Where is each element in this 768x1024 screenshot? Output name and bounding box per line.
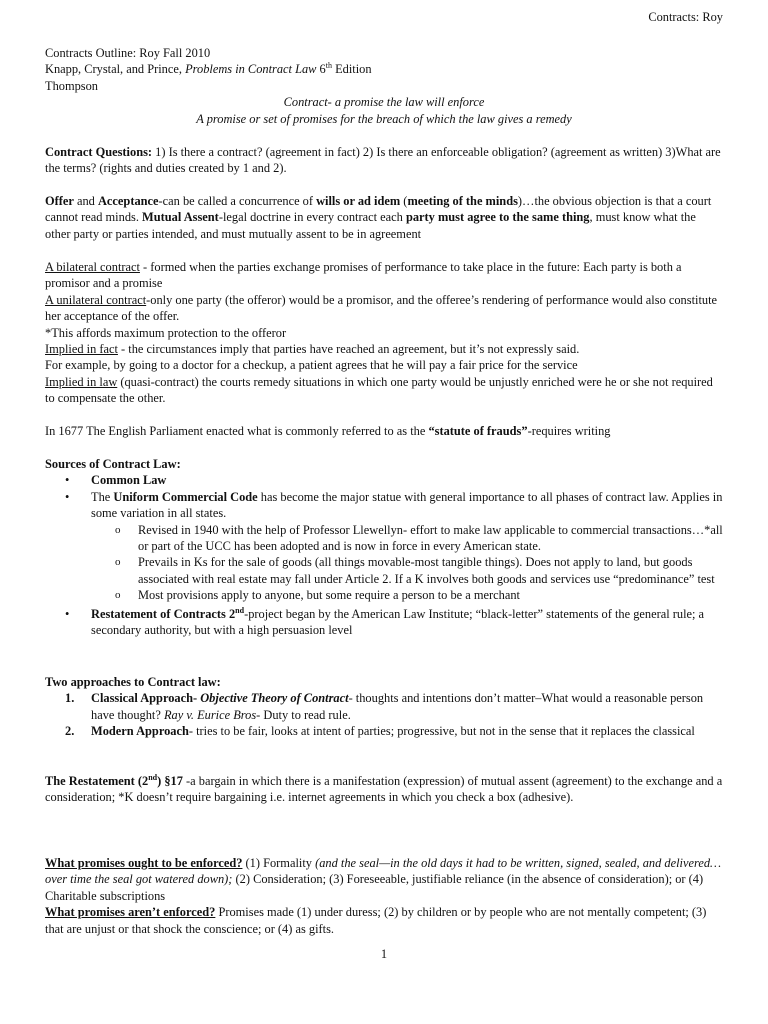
intro-block — [45, 45, 723, 127]
textbook-publisher: Thompson — [45, 78, 99, 93]
textbook-line — [45, 61, 723, 77]
contract-definition-2: A promise or set of promises for the breach of which the law gives a remedy — [196, 111, 572, 126]
unilateral-label: A unilateral contract — [45, 292, 147, 307]
ucc-text: has become the major statue with general importance to all phases of contract law. Applies in some variation in all states. — [91, 489, 723, 521]
restatement-term — [91, 607, 244, 621]
modern-term: Modern Approach — [91, 724, 189, 739]
enforced-text-2: (2) Consideration; (3) Foreseeable, justifiable reliance (in the absence of consideration); or (4) Charitable subscriptions — [45, 872, 704, 903]
classical-term: Classical Approach- — [91, 691, 198, 706]
modern-text: - tries to be fair, looks at intent of parties; progressive, but not in the sense that it replaces the classical — [188, 724, 695, 739]
implied-fact-text: - the circumstances imply that parties have reached an agreement, but it’s not expressly said. — [117, 342, 580, 357]
r17-post: ) §17 — [157, 774, 183, 788]
running-header: Contracts: Roy — [648, 10, 723, 24]
enforced-question: What promises ought to be enforced? — [45, 856, 243, 870]
edition-number: 6 — [316, 62, 326, 77]
common-law-item: Common Law — [91, 473, 167, 488]
approaches-list — [45, 690, 723, 739]
textbook-title: Problems in Contract Law — [185, 62, 317, 77]
list-number: 1. — [65, 691, 75, 706]
implied-fact-label: Implied in fact — [45, 342, 118, 357]
restatement-17-term — [45, 774, 183, 788]
not-enforced-question: What promises aren’t enforced? — [45, 905, 216, 920]
enforced-seal-note: (and the seal—in the old days it had to be written, signed, sealed, and delivered…over time the seal got watered down); — [45, 856, 722, 887]
list-item: o Revised in 1940 with the help of Professor Llewellyn- effort to make law applicable to commercial transactions…*all or part of the UCC has been adopted and is now in force in every American state. — [45, 522, 723, 555]
approaches-section — [45, 674, 723, 740]
list-item: o Most provisions apply to anyone, but some require a person to be a merchant — [45, 587, 723, 603]
edition-sup: th — [325, 61, 332, 71]
textbook-authors: Knapp, Crystal, and Prince, — [45, 62, 186, 77]
sources-section — [45, 456, 723, 638]
statute-term: “statute of frauds” — [428, 424, 528, 438]
classical-tail: - Duty to read rule. — [256, 707, 351, 722]
sources-heading: Sources of Contract Law: — [45, 457, 181, 471]
questions-label: Contract Questions: — [45, 145, 153, 159]
restatement-17-text: -a bargain in which there is a manifestation (expression) of mutual assent (agreement) to the exchange and a consideration; *K doesn’t require bargaining i.e. internet agreements in which you check a box (adhesive). — [45, 774, 723, 805]
term-mutual-assent: Mutual Assent — [142, 210, 219, 225]
unilateral-note: *This affords maximum protection to the offeror — [45, 325, 287, 340]
ucc-pre: The — [91, 489, 114, 504]
statute-suffix: -requires writing — [527, 424, 611, 438]
term-offer: Offer — [45, 194, 74, 208]
restatement-term-text: Restatement of Contracts 2 — [91, 606, 236, 621]
case-citation: Ray v. Eurice Bros — [163, 707, 257, 722]
term-meeting-minds: meeting of the minds — [407, 194, 518, 208]
list-item: o Prevails in Ks for the sale of goods (all things movable-most tangible things). Does not apply to land, but goods associated with real estate may fall under Article 2. If a K involves both goods and services use “predominance” test — [45, 554, 723, 587]
bilateral-label: A bilateral contract — [45, 260, 140, 274]
contract-types — [45, 259, 723, 407]
r17-sup: nd — [148, 772, 158, 782]
edition-label: Edition — [331, 62, 372, 77]
unilateral-text: -only one party (the offeror) would be a promisor, and the offeree’s rendering of performance would also constitute her acceptance of the offer. — [45, 292, 718, 324]
list-item — [45, 472, 723, 488]
offer-text-3: ( — [400, 194, 408, 208]
list-item — [45, 690, 723, 723]
approaches-heading: Two approaches to Contract law: — [45, 675, 221, 689]
restatement-text: -project began by the American Law Institute; “black-letter” statements of the general rule; a secondary authority, but with a high persuasion level — [91, 606, 705, 638]
offer-acceptance-paragraph — [45, 193, 723, 242]
r17-pre: The Restatement (2 — [45, 774, 149, 788]
term-ad-idem: wills or ad idem — [316, 194, 401, 208]
contract-definition-1: Contract- a promise the law will enforce — [283, 95, 485, 110]
sources-list — [45, 472, 723, 638]
objective-theory: Objective Theory of Contract — [197, 691, 349, 706]
enforcement-section — [45, 855, 723, 937]
outline-title: Contracts Outline: Roy Fall 2010 — [45, 46, 211, 60]
questions-text: 1) Is there a contract? (agreement in fact) 2) Is there an enforceable obligation? (agreement as written) 3)What are the terms? (rights and duties created by 1 and 2). — [45, 145, 721, 176]
bilateral-text: - formed when the parties exchange promises of performance to take place in the future: Each party is both a promisor and a promise — [45, 260, 682, 291]
restatement-17 — [45, 773, 723, 806]
implied-law-text: (quasi-contract) the courts remedy situations in which one party would be unjustly enriched were he or she not required to compensate the other. — [45, 374, 713, 406]
offer-text-1: and — [73, 194, 98, 208]
list-item — [45, 489, 723, 604]
list-item — [45, 606, 723, 639]
implied-fact-example: For example, by going to a doctor for a checkup, a patient agrees that he will pay a fair price for the service — [45, 358, 578, 373]
page-number: 1 — [380, 947, 388, 961]
list-number: 2. — [65, 724, 75, 739]
ucc-sublist — [91, 522, 723, 604]
statute-prefix: In 1677 The English Parliament enacted what is commonly referred to as the — [45, 424, 429, 438]
offer-text-4: )…the obvious objection is that a court cannot read minds. — [45, 194, 712, 225]
contract-questions — [45, 144, 723, 177]
offer-text-5: -legal doctrine in every contract each — [218, 210, 406, 225]
term-same-thing: party must agree to the same thing — [405, 210, 590, 225]
implied-law-label: Implied in law — [45, 374, 118, 389]
list-item — [45, 723, 723, 739]
offer-text-6: , must know what the other party or parties intended, and must mutually assent to be in agreement — [45, 210, 696, 241]
offer-text-2: -can be called a concurrence of — [158, 194, 317, 208]
classical-text: - thoughts and intentions don’t matter–What would a reasonable person have thought? — [91, 691, 704, 722]
statute-of-frauds — [45, 423, 723, 439]
term-acceptance: Acceptance — [97, 194, 159, 208]
enforced-text-1: (1) Formality — [242, 856, 316, 870]
ucc-term: Uniform Commercial Code — [113, 489, 258, 504]
restatement-sup: nd — [235, 605, 245, 615]
not-enforced-text: Promises made (1) under duress; (2) by children or by people who are not mentally competent; (3) that are unjust or that shock the conscience; or (4) as gifts. — [45, 905, 707, 936]
